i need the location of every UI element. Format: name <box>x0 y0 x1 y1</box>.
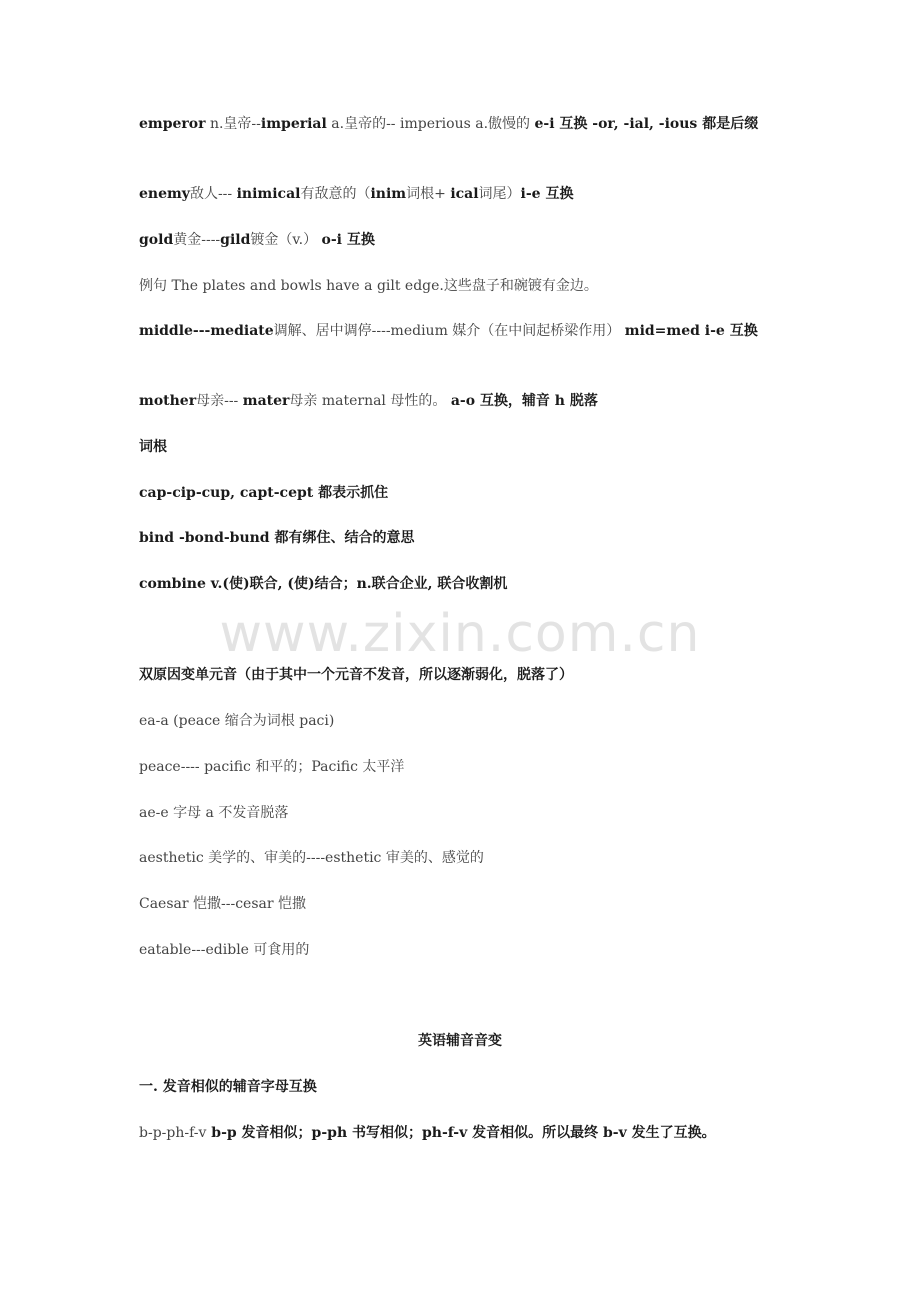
paragraph-example <box>139 274 789 298</box>
term-inim: inim <box>370 186 407 202</box>
watermark: www.zixin.com.cn <box>219 604 701 664</box>
term-gold: gold <box>139 232 174 248</box>
example-line: eatable---edible 可食用的 <box>139 942 310 958</box>
paragraph-gold <box>139 228 789 252</box>
text: 镀金（v.） <box>250 232 322 248</box>
root-note: combine v.(使)联合, (使)结合；n.联合企业, 联合收割机 <box>139 576 508 592</box>
paragraph-caesar <box>139 892 789 916</box>
paragraph-cap <box>139 481 789 505</box>
text: 调解、居中调停----medium 媒介（在中间起桥梁作用） <box>273 323 625 339</box>
term-mother: mother <box>139 393 197 409</box>
text: 词尾） <box>478 186 521 202</box>
rule-note: mid=med i-e 互换 <box>624 323 758 339</box>
heading-root <box>139 435 789 459</box>
text: 有敌意的（ <box>300 186 371 202</box>
heading-section-1 <box>139 1075 789 1099</box>
text: 敌人--- <box>189 186 237 202</box>
text: 母亲 maternal 母性的。 <box>289 393 451 409</box>
paragraph-middle <box>139 319 789 343</box>
paragraph-mother <box>139 389 789 413</box>
page-title: 英语辅音音变 <box>418 1033 502 1049</box>
paragraph-eatable <box>139 938 789 962</box>
term-b-p-ph-f-v: b-p-ph-f-v <box>139 1125 207 1141</box>
example-sentence: 例句 The plates and bowls have a gilt edge.这些盘子和碗镀有金边。 <box>139 278 598 294</box>
rule-note: b-p 发音相似；p-ph 书写相似；ph-f-v 发音相似。所以最终 b-v 发生了互换。 <box>206 1125 716 1141</box>
paragraph-ea-a <box>139 709 789 733</box>
rule-note: a-o 互换，辅音 h 脱落 <box>450 393 598 409</box>
paragraph-aesthetic <box>139 846 789 870</box>
paragraph-combine <box>139 572 789 596</box>
rule-note: i-e 互换 <box>520 186 574 202</box>
term-inimical: inimical <box>236 186 301 202</box>
root-note: cap-cip-cup, capt-cept 都表示抓住 <box>139 485 389 501</box>
section-heading: 一. 发音相似的辅音字母互换 <box>139 1079 317 1095</box>
rule-line: ea-a (peace 缩合为词根 paci) <box>139 713 335 729</box>
term-ical: ical <box>450 186 479 202</box>
text: 黄金---- <box>173 232 221 248</box>
text: a.皇帝的-- imperious a.傲慢的 <box>326 116 535 132</box>
rule-note: e-i 互换 -or, -ial, -ious 都是后缀 <box>534 116 759 132</box>
text: 母亲--- <box>196 393 243 409</box>
paragraph-peace <box>139 755 789 779</box>
rule-note: o-i 互换 <box>321 232 375 248</box>
paragraph-bind <box>139 526 789 550</box>
text: n.皇帝-- <box>205 116 261 132</box>
term-enemy: enemy <box>139 186 190 202</box>
title-consonant-change <box>0 1029 920 1053</box>
text: 词根+ <box>406 186 451 202</box>
heading-diphthong <box>139 663 789 687</box>
term-emperor: emperor <box>139 116 206 132</box>
paragraph-ae-e <box>139 801 789 825</box>
paragraph-enemy <box>139 182 789 206</box>
rule-line: ae-e 字母 a 不发音脱落 <box>139 805 289 821</box>
example-line: peace---- pacific 和平的；Pacific 太平洋 <box>139 759 405 775</box>
section-heading: 双原因变单元音（由于其中一个元音不发音，所以逐渐弱化，脱落了） <box>139 667 573 683</box>
term-imperial: imperial <box>260 116 327 132</box>
term-gild: gild <box>220 232 251 248</box>
paragraph-emperor <box>139 112 789 136</box>
example-line: Caesar 恺撒---cesar 恺撒 <box>139 896 307 912</box>
section-heading: 词根 <box>139 439 167 455</box>
term-middle-mediate: middle---mediate <box>139 323 274 339</box>
example-line: aesthetic 美学的、审美的----esthetic 审美的、感觉的 <box>139 850 484 866</box>
root-note: bind -bond-bund 都有绑住、结合的意思 <box>139 530 415 546</box>
paragraph-b-p-ph-f-v <box>139 1121 789 1145</box>
term-mater: mater <box>242 393 290 409</box>
